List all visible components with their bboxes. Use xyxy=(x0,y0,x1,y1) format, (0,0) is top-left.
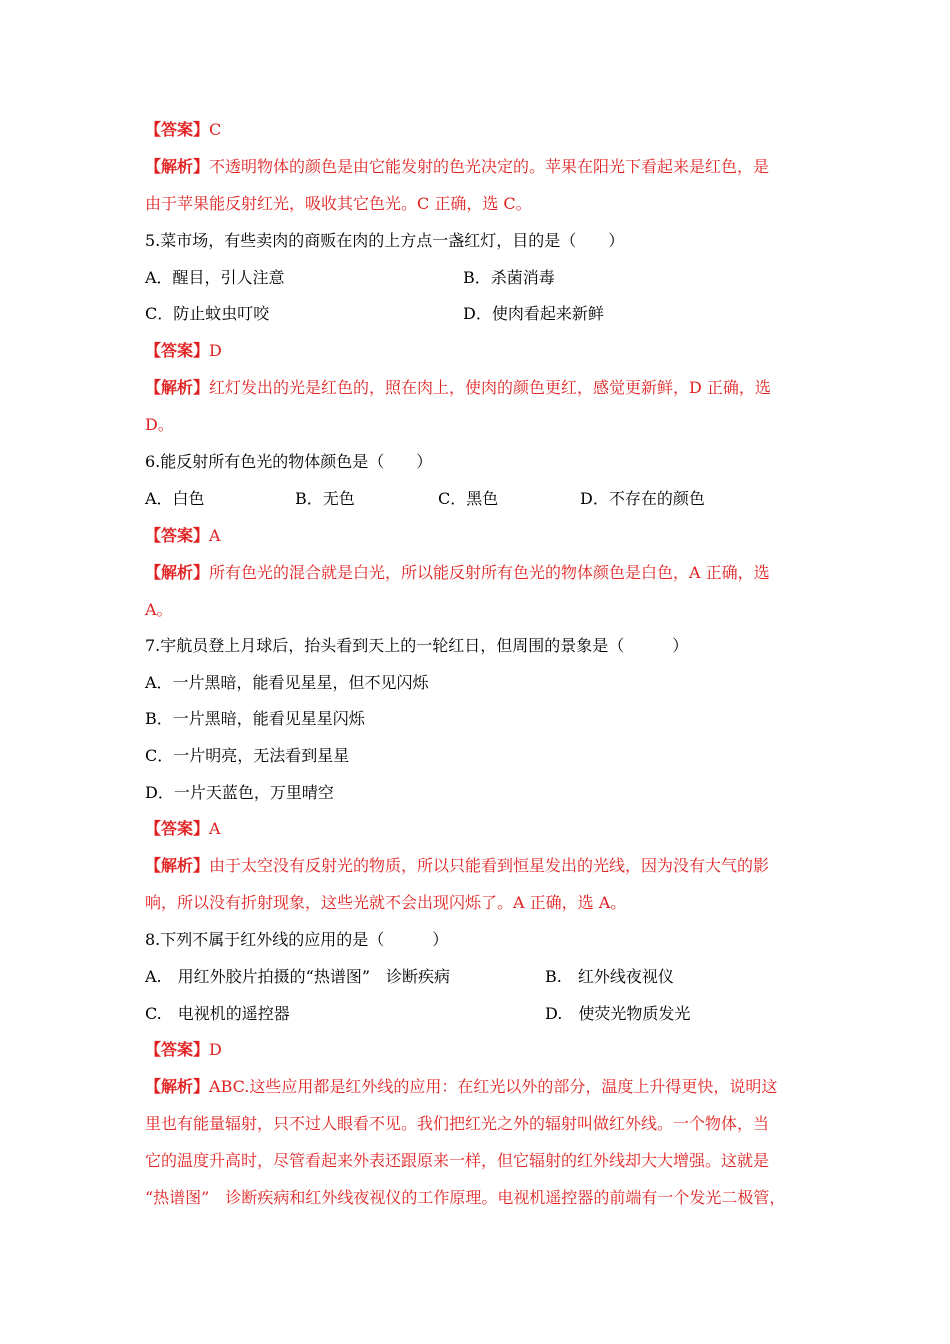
analysis-label: 【解析】 xyxy=(145,1077,210,1096)
q6-analysis-line-1: 【解析】所有色光的混合就是白光，所以能反射所有色光的物体颜色是白色，A 正确，选 xyxy=(145,563,770,582)
q6-analysis-line-2: A。 xyxy=(145,600,173,619)
q7-option-a: A．一片黑暗，能看见星星，但不见闪烁 xyxy=(145,673,429,692)
analysis-label: 【解析】 xyxy=(145,157,210,176)
q5-question: 5.菜市场，有些卖肉的商贩在肉的上方点一盏红灯，目的是（ ） xyxy=(145,231,625,250)
q8-analysis-line-4: “热谱图” 诊断疾病和红外线夜视仪的工作原理。电视机遥控器的前端有一个发光二极管， xyxy=(145,1188,786,1207)
q8-analysis-line-3: 它的温度升高时，尽管看起来外表还跟原来一样，但它辐射的红外线却大大增强。这就是 xyxy=(145,1151,770,1170)
analysis-label: 【解析】 xyxy=(145,563,210,582)
answer-label: 【答案】 xyxy=(145,341,210,360)
q8-option-b: B. 红外线夜视仪 xyxy=(545,967,674,986)
q5-analysis-line-2: D。 xyxy=(145,415,174,434)
answer-value: C xyxy=(209,120,222,139)
answer-value: A xyxy=(209,819,221,838)
q4-analysis-line-1: 【解析】不透明物体的颜色是由它能发射的色光决定的。苹果在阳光下看起来是红色，是 xyxy=(145,157,770,176)
q5-answer xyxy=(145,341,222,361)
q8-question: 8.下列不属于红外线的应用的是（ ） xyxy=(145,930,449,949)
q4-analysis-line-2: 由于苹果能反射红光，吸收其它色光。C 正确，选 C。 xyxy=(145,194,532,213)
q4-answer xyxy=(145,120,221,140)
answer-value: D xyxy=(209,1040,222,1059)
q6-option-c: C．黑色 xyxy=(438,489,499,508)
q6-option-a: A．白色 xyxy=(145,489,205,508)
q8-option-a: A. 用红外胶片拍摄的“热谱图” 诊断疾病 xyxy=(145,967,451,986)
q6-answer xyxy=(145,526,221,546)
q7-question: 7.宇航员登上月球后，抬头看到天上的一轮红日，但周围的景象是（ ） xyxy=(145,636,689,655)
q7-analysis-line-2: 响，所以没有折射现象，这些光就不会出现闪烁了。A 正确，选 A。 xyxy=(145,893,627,912)
answer-value: D xyxy=(209,341,222,360)
answer-label: 【答案】 xyxy=(145,120,210,139)
q5-option-b: B．杀菌消毒 xyxy=(463,268,555,287)
q7-answer xyxy=(145,819,221,839)
q8-option-c: C. 电视机的遥控器 xyxy=(145,1004,290,1023)
answer-label: 【答案】 xyxy=(145,1040,210,1059)
q8-answer xyxy=(145,1040,222,1060)
q6-option-d: D．不存在的颜色 xyxy=(580,489,705,508)
analysis-label: 【解析】 xyxy=(145,378,210,397)
q7-option-b: B．一片黑暗，能看见星星闪烁 xyxy=(145,709,365,728)
q8-analysis-line-1: 【解析】ABC.这些应用都是红外线的应用：在红光以外的部分，温度上升得更快，说明这 xyxy=(145,1077,778,1096)
analysis-label: 【解析】 xyxy=(145,856,210,875)
answer-value: A xyxy=(209,526,221,545)
q5-analysis-line-1: 【解析】红灯发出的光是红色的，照在肉上，使肉的颜色更红，感觉更新鲜，D 正确，选 xyxy=(145,378,771,397)
q6-question: 6.能反射所有色光的物体颜色是（ ） xyxy=(145,452,433,471)
q5-option-a: A．醒目，引人注意 xyxy=(145,268,285,287)
answer-label: 【答案】 xyxy=(145,819,210,838)
q5-option-c: C．防止蚊虫叮咬 xyxy=(145,304,270,323)
q7-option-d: D．一片天蓝色，万里晴空 xyxy=(145,783,334,802)
q6-option-b: B．无色 xyxy=(295,489,355,508)
q7-option-c: C．一片明亮，无法看到星星 xyxy=(145,746,350,765)
q8-analysis-line-2: 里也有能量辐射，只不过人眼看不见。我们把红光之外的辐射叫做红外线。一个物体，当 xyxy=(145,1114,770,1133)
q7-analysis-line-1: 【解析】由于太空没有反射光的物质，所以只能看到恒星发出的光线，因为没有大气的影 xyxy=(145,856,770,875)
q5-option-d: D．使肉看起来新鲜 xyxy=(463,304,604,323)
q8-option-d: D. 使荧光物质发光 xyxy=(545,1004,691,1023)
answer-label: 【答案】 xyxy=(145,526,210,545)
